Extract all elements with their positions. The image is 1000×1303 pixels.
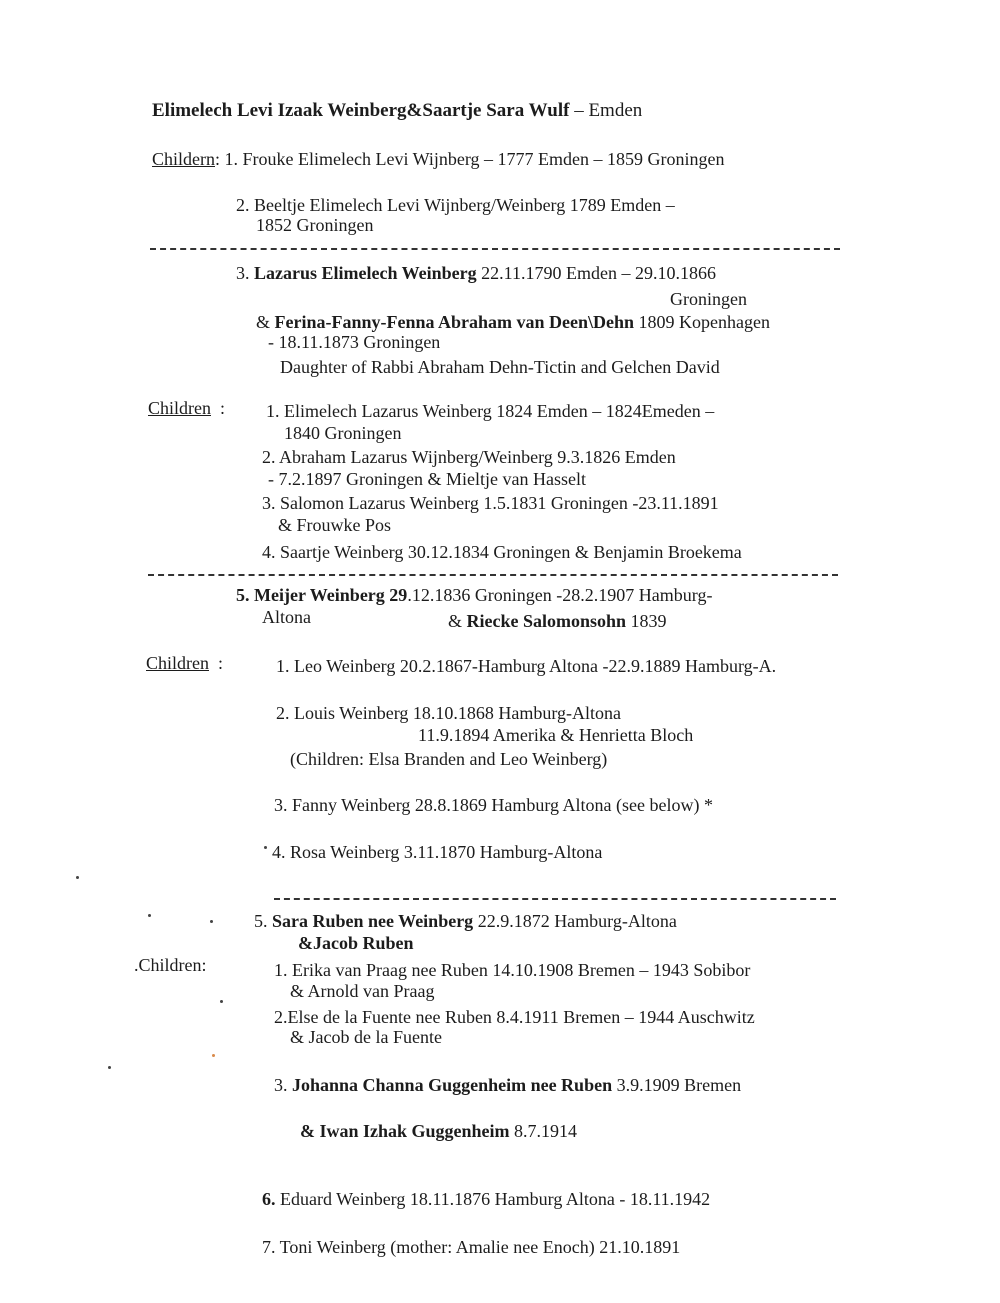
johanna-name: Johanna Channa Guggenheim nee Ruben bbox=[292, 1075, 613, 1095]
lazarus-spouse-dates: 1809 Kopenhagen bbox=[634, 312, 771, 332]
parents-names: Elimelech Levi Izaak Weinberg&Saartje Sara Wulf bbox=[152, 100, 570, 121]
children-label: .Children: bbox=[134, 955, 207, 975]
lazarus-name: Lazarus Elimelech Weinberg bbox=[254, 263, 477, 283]
parents-place: – Emden bbox=[569, 100, 643, 121]
child-frouke: : 1. Frouke Elimelech Levi Wijnberg – 1777 Emden – 1859 Groningen bbox=[215, 149, 725, 169]
johanna-spouse-name: & Iwan Izhak Guggenheim bbox=[300, 1121, 510, 1141]
eduard-number: 6. bbox=[262, 1189, 276, 1209]
johanna-dates: 3.9.1909 Bremen bbox=[612, 1075, 742, 1095]
child-abraham-line2: - 7.2.1897 Groningen & Mieltje van Hasselt bbox=[268, 469, 586, 489]
child-louis-line1: 2. Louis Weinberg 18.10.1868 Hamburg-Altona bbox=[276, 703, 622, 723]
scan-speck bbox=[108, 1066, 111, 1069]
child-fanny: 3. Fanny Weinberg 28.8.1869 Hamburg Altona (see below) * bbox=[274, 795, 713, 815]
lazarus-number: 3. bbox=[236, 263, 254, 283]
divider bbox=[148, 574, 838, 576]
scan-speck bbox=[212, 1054, 215, 1057]
meijer-entry bbox=[236, 584, 712, 606]
johanna-spouse-date: 8.7.1914 bbox=[509, 1121, 578, 1141]
children-label: Children bbox=[148, 398, 211, 418]
child-erika-line1: 1. Erika van Praag nee Ruben 14.10.1908 Bremen – 1943 Sobibor bbox=[274, 960, 751, 980]
sara-name: Sara Ruben nee Weinberg bbox=[272, 911, 474, 931]
child-louis-line2: 11.9.1894 Amerika & Henrietta Bloch bbox=[418, 725, 694, 745]
child-toni: 7. Toni Weinberg (mother: Amalie nee Enoch) 21.10.1891 bbox=[262, 1237, 681, 1257]
child-erika-line2: & Arnold van Praag bbox=[290, 981, 435, 1001]
eduard-text: Eduard Weinberg 18.11.1876 Hamburg Altona - 18.11.1942 bbox=[275, 1189, 711, 1209]
child-else-line1: 2.Else de la Fuente nee Ruben 8.4.1911 Bremen – 1944 Auschwitz bbox=[274, 1007, 755, 1027]
lazarus-place: Groningen bbox=[670, 289, 747, 309]
family-header bbox=[152, 100, 642, 122]
meijer-spouse-year: 1839 bbox=[626, 611, 667, 631]
meijer-number: 5. bbox=[236, 585, 254, 605]
scan-speck bbox=[264, 846, 267, 849]
sara-spouse: &Jacob Ruben bbox=[298, 933, 414, 953]
lazarus-dates: 22.11.1790 Emden – 29.10.1866 bbox=[476, 263, 716, 283]
child-else-line2: & Jacob de la Fuente bbox=[290, 1027, 442, 1047]
child-salomon-line1: 3. Salomon Lazarus Weinberg 1.5.1831 Groningen -23.11.1891 bbox=[262, 493, 719, 513]
children-label: Childern bbox=[152, 149, 215, 169]
johanna-number: 3. bbox=[274, 1075, 292, 1095]
meijer-dates: .12.1836 Groningen -28.2.1907 Hamburg- bbox=[407, 585, 713, 605]
child-louis-line3: (Children: Elsa Branden and Leo Weinberg) bbox=[290, 749, 608, 769]
sara-entry bbox=[254, 910, 677, 932]
spouse-ampersand: & bbox=[448, 611, 467, 631]
divider bbox=[150, 248, 840, 250]
johanna-spouse bbox=[300, 1120, 577, 1142]
scan-speck bbox=[210, 920, 213, 923]
lazarus-spouse bbox=[256, 311, 770, 333]
sara-dates: 22.9.1872 Hamburg-Altona bbox=[473, 911, 677, 931]
child-salomon-line2: & Frouwke Pos bbox=[278, 515, 392, 535]
sara-number: 5. bbox=[254, 911, 272, 931]
child-beeltje-line2: 1852 Groningen bbox=[256, 215, 374, 235]
child-beeltje-line1: 2. Beeltje Elimelech Levi Wijnberg/Weinberg 1789 Emden – bbox=[236, 195, 675, 215]
child-saartje: 4. Saartje Weinberg 30.12.1834 Groningen & Benjamin Broekema bbox=[262, 542, 742, 562]
lazarus-spouse-name: Ferina-Fanny-Fenna Abraham van Deen\Dehn bbox=[274, 312, 635, 332]
scan-speck bbox=[76, 876, 79, 879]
spouse-ampersand: & bbox=[256, 312, 275, 332]
children-line-1 bbox=[152, 148, 725, 170]
children-label: Children bbox=[146, 653, 209, 673]
lazarus-spouse-parents: Daughter of Rabbi Abraham Dehn-Tictin and Gelchen David bbox=[280, 357, 720, 377]
child-abraham-line1: 2. Abraham Lazarus Wijnberg/Weinberg 9.3.1826 Emden bbox=[262, 447, 676, 467]
meijer-name: Meijer Weinberg 29 bbox=[254, 585, 408, 605]
lazarus-entry bbox=[236, 262, 716, 284]
lazarus-spouse-line2: - 18.11.1873 Groningen bbox=[268, 332, 441, 352]
child-elimelech-line2: 1840 Groningen bbox=[284, 423, 402, 443]
child-eduard bbox=[262, 1188, 710, 1210]
divider bbox=[274, 898, 836, 900]
meijer-spouse bbox=[448, 610, 667, 632]
child-johanna bbox=[274, 1074, 741, 1096]
meijer-spouse-name: Riecke Salomonsohn bbox=[466, 611, 627, 631]
child-rosa: 4. Rosa Weinberg 3.11.1870 Hamburg-Altona bbox=[272, 842, 603, 862]
scan-speck bbox=[148, 914, 151, 917]
meijer-place: Altona bbox=[262, 607, 311, 627]
scan-speck bbox=[220, 1000, 223, 1003]
child-leo: 1. Leo Weinberg 20.2.1867-Hamburg Altona -22.9.1889 Hamburg-A. bbox=[276, 656, 777, 676]
child-elimelech-line1: 1. Elimelech Lazarus Weinberg 1824 Emden – 1824Emeden – bbox=[266, 401, 715, 421]
